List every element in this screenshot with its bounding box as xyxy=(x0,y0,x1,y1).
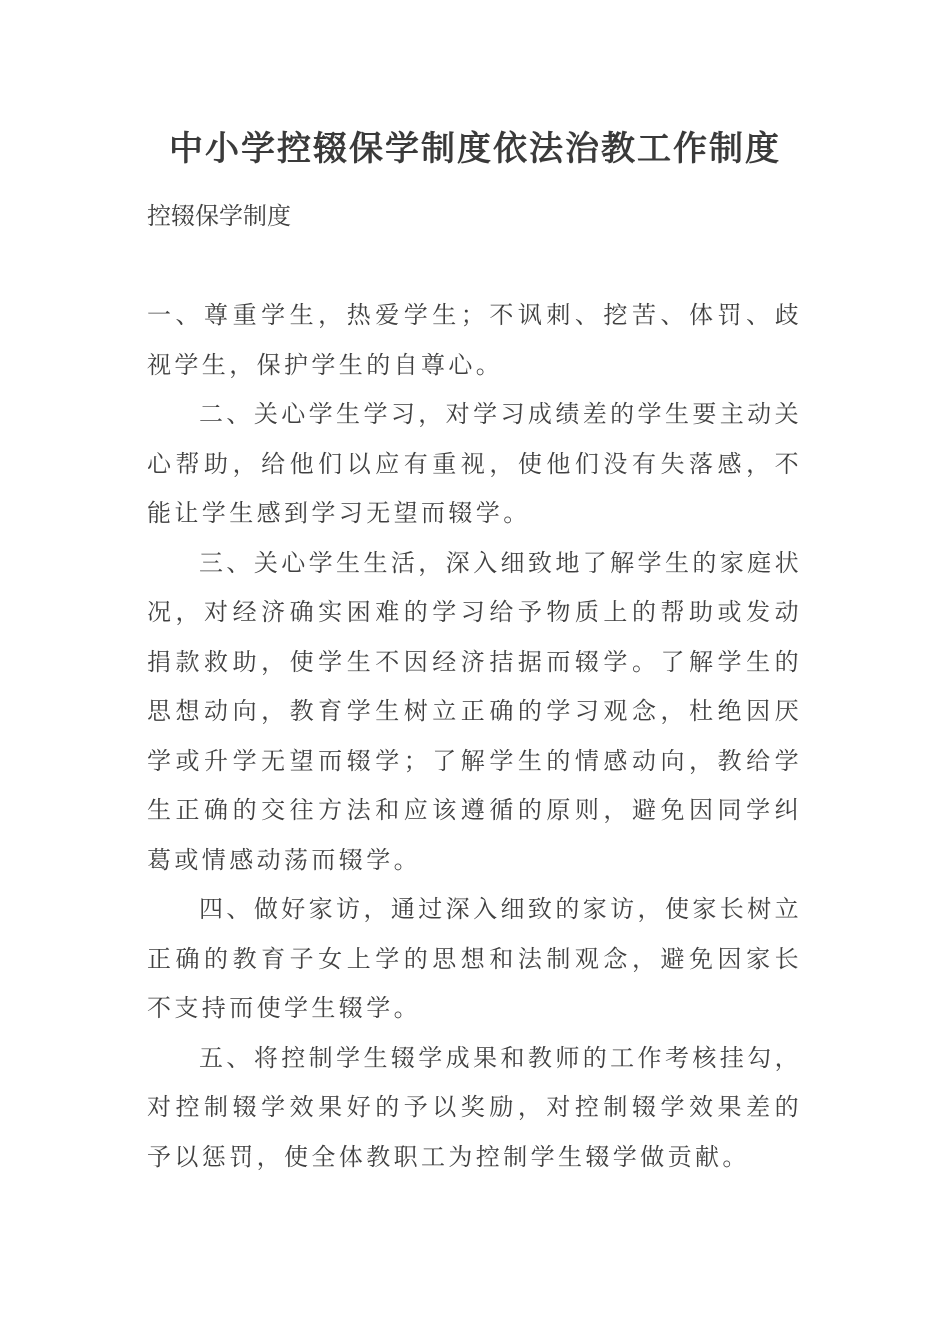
paragraph-5: 五、将控制学生辍学成果和教师的工作考核挂勾，对控制辍学效果好的予以奖励，对控制辍学效果差的予以惩罚，使全体教职工为控制学生辍学做贡献。 xyxy=(147,1043,802,1171)
document-title: 中小学控辍保学制度依法治教工作制度 xyxy=(169,129,781,169)
paragraph-4: 四、做好家访，通过深入细致的家访，使家长树立正确的教育子女上学的思想和法制观念，避免因家长不支持而使学生辍学。 xyxy=(147,895,802,1022)
section-heading: 控辍保学制度 xyxy=(147,202,291,230)
paragraph-2: 二、关心学生学习，对学习成绩差的学生要主动关心帮助，给他们以应有重视，使他们没有失落感，不能让学生感到学习无望而辍学。 xyxy=(147,400,802,527)
document-body xyxy=(147,291,802,1182)
paragraph-1: 一、尊重学生，热爱学生；不讽刺、挖苦、体罚、歧视学生，保护学生的自尊心。 xyxy=(147,301,802,379)
paragraph-3: 三、关心学生生活，深入细致地了解学生的家庭状况，对经济确实困难的学习给予物质上的帮助或发动捐款救助，使学生不因经济拮据而辍学。了解学生的思想动向，教育学生树立正确的学习观念，杜绝因厌学或升学无望而辍学；了解学生的情感动向，教给学生正确的交往方法和应该遵循的原则，避免因同学纠葛或情感动荡而辍学。 xyxy=(147,548,802,874)
